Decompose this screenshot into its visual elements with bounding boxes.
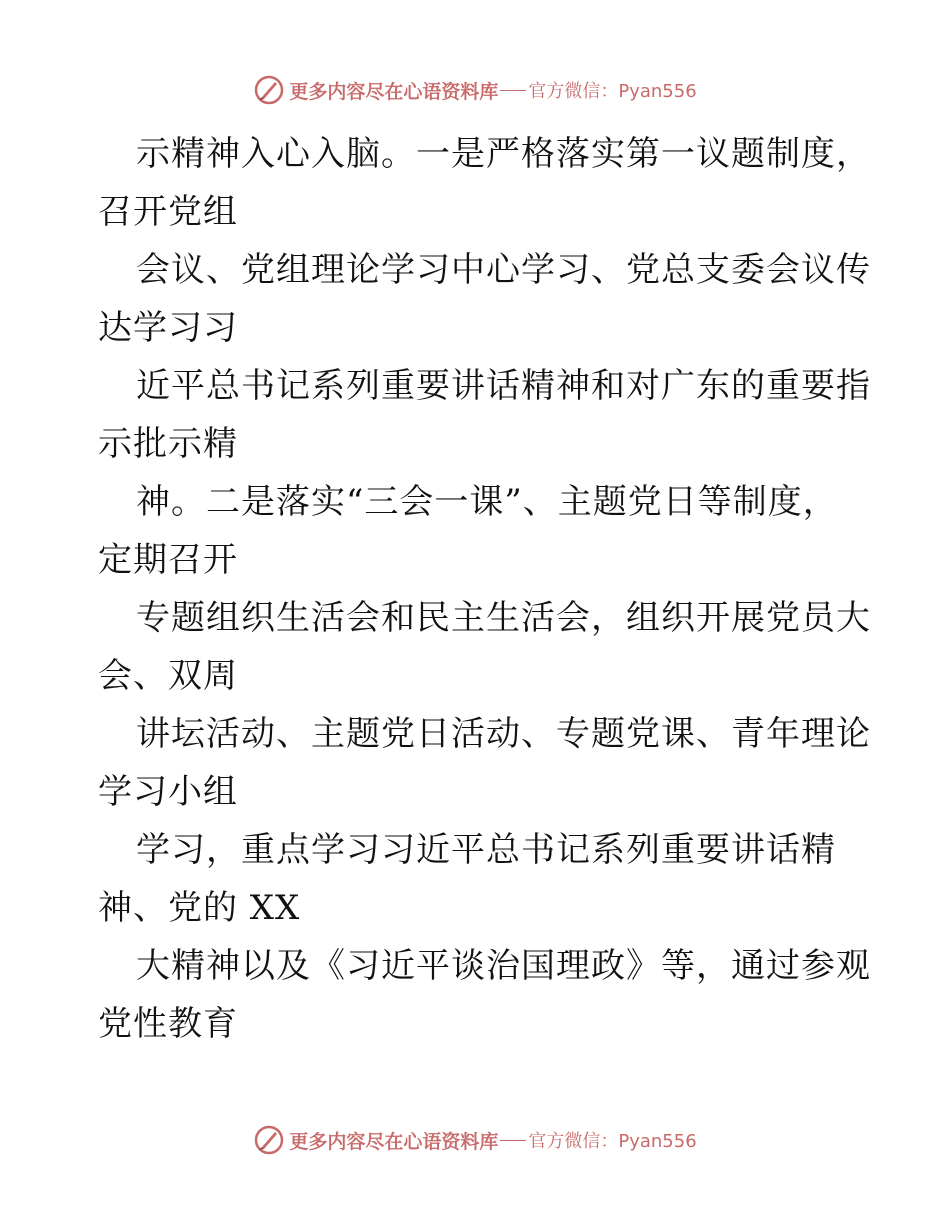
body-line: 讲坛活动、主题党日活动、专题党课、青年理论 <box>136 714 871 754</box>
quill-logo-icon <box>253 1124 285 1156</box>
footer-watermark <box>0 1122 950 1158</box>
body-line: 会、双周 <box>98 656 238 696</box>
watermark-main-text: 更多内容尽在心语资料库 <box>289 80 499 103</box>
watermark-dash <box>500 90 526 91</box>
watermark-sub-text: 官方微信：Pyan556 <box>528 1131 697 1152</box>
body-line: 示批示精 <box>98 424 238 464</box>
body-line: 党性教育 <box>98 1004 238 1044</box>
body-line: 神。二是落实“三会一课”、主题党日等制度， <box>136 482 838 522</box>
watermark-main-text: 更多内容尽在心语资料库 <box>289 1130 499 1153</box>
body-line: 学习小组 <box>98 772 238 812</box>
quill-logo-icon <box>253 74 285 106</box>
body-line: 神、党的 XX <box>98 888 301 928</box>
body-line: 定期召开 <box>98 540 238 580</box>
document-body <box>98 125 888 1053</box>
body-line: 示精神入心入脑。一是严格落实第一议题制度， <box>136 134 871 174</box>
body-line: 近平总书记系列重要讲话精神和对广东的重要指 <box>136 366 871 406</box>
body-line: 大精神以及《习近平谈治国理政》等，通过参观 <box>136 946 871 986</box>
body-line: 学习，重点学习习近平总书记系列重要讲话精 <box>136 830 836 870</box>
body-line: 达学习习 <box>98 308 238 348</box>
body-line: 召开党组 <box>98 192 238 232</box>
watermark-sub-text: 官方微信：Pyan556 <box>528 81 697 102</box>
body-line: 专题组织生活会和民主生活会，组织开展党员大 <box>136 598 871 638</box>
body-line: 会议、党组理论学习中心学习、党总支委会议传 <box>136 250 871 290</box>
header-watermark <box>0 72 950 108</box>
watermark-dash <box>500 1140 526 1141</box>
